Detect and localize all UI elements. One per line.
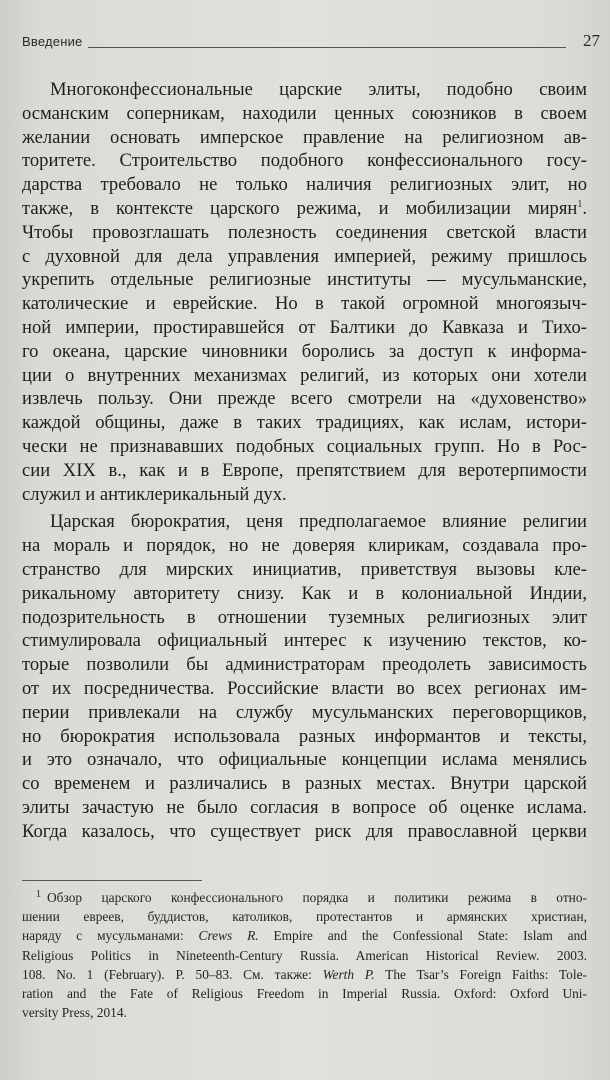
- footnote-text: Обзор царского конфессионального порядка и политики режима в отно-: [47, 890, 587, 905]
- footnote: [22, 888, 587, 1022]
- text-line: торитете. Строительство подобного конфессионального госу-: [22, 150, 587, 172]
- footnote-line: [22, 888, 587, 907]
- footnote-line: ration and the Fate of Religious Freedom in Imperial Russia. Oxford: Oxford Uni-: [22, 986, 587, 1002]
- text-line: сии XIX в., как и в Европе, препятствием для веротерпимости: [22, 459, 587, 481]
- citation-author: Werth P.: [322, 966, 375, 982]
- text-line: от их посредничества. Российские власти во всех регионах им-: [22, 677, 587, 699]
- text-line: странство для мирских инициатив, приветствуя вызовы кле-: [22, 558, 587, 580]
- text-line-segment: также, в контексте царского режима, и мобилизации мирян: [22, 197, 578, 219]
- running-title: Введение: [22, 34, 83, 49]
- text-line: Чтобы провозглашать полезность соединения светской власти: [22, 221, 587, 243]
- footnote-line: Religious Politics in Nineteenth-Century Russia. American Historical Review. 2003.: [22, 947, 587, 963]
- page-number: 27: [583, 31, 600, 50]
- footnote-line: шении евреев, буддистов, католиков, протестантов и армянских христиан,: [22, 909, 587, 925]
- text-line: ции о внутренних механизмах религий, из которых они хотели: [22, 364, 587, 386]
- text-line-with-note: также, в контексте царского режима, и мобилизации мирян$^1$.: [22, 197, 587, 219]
- text-line: на мораль и порядок, но не доверяя клирикам, создавала про-: [22, 535, 587, 557]
- text-line: и это означало, что официальные концепции ислама менялись: [22, 749, 587, 771]
- text-line: рикальному авторитету снизу. Как и в колониальной Индии,: [22, 582, 587, 604]
- text-line: ной империи, простиравшейся от Балтики до Кавказа и Тихо-: [22, 316, 587, 338]
- citation-author: Crews R.: [198, 928, 259, 944]
- footnote-text: Empire and the Confessional State: Islam and: [258, 928, 588, 944]
- text-line: го океана, царские чиновники боролись за доступ к информа-: [22, 340, 587, 362]
- footnote-text: 108. No. 1 (February). P. 50–83. См. также:: [22, 966, 323, 982]
- footnote-text: The Tsar’s Foreign Faiths: Tole-: [374, 966, 587, 982]
- text-line: католические и еврейские. Но в такой огромной многоязыч-: [22, 293, 587, 315]
- paragraph-1: [22, 78, 587, 506]
- footnote-text: наряду с мусульманами:: [22, 928, 199, 944]
- text-line: стимулировала официальный интерес к изучению текстов, ко-: [22, 630, 587, 652]
- text-line: Царская бюрократия, ценя предполагаемое влияние религии: [50, 511, 587, 533]
- text-line: Многоконфессиональные царские элиты, подобно своим: [50, 79, 587, 100]
- footnote-line: [22, 926, 587, 945]
- text-line: служил и антиклерикальный дух.: [22, 483, 287, 505]
- header-rule: [88, 47, 566, 48]
- main-text: [22, 78, 587, 844]
- running-header: [22, 31, 600, 56]
- text-line: торые позволили бы администраторам преодолеть зависимость: [22, 654, 587, 676]
- text-line: с духовной для дела управления империей, режиму пришлось: [22, 245, 587, 267]
- footnote-line: versity Press, 2014.: [22, 1005, 127, 1021]
- text-line: Когда казалось, что существует риск для православной церкви: [22, 820, 587, 842]
- text-line: чески не признававших подобных социальных групп. Но в Рос-: [22, 435, 587, 457]
- text-line: извлечь пользу. Они прежде всего смотрели на «духовенство»: [22, 388, 587, 410]
- text-line: каждой общины, даже в таких традициях, как ислам, истори-: [22, 412, 587, 434]
- text-line: укрепить отдельные религиозные институты — мусульманские,: [22, 269, 587, 291]
- footnote-reference[interactable]: 1: [577, 198, 583, 210]
- text-line: со временем и различались в разных местах. Внутри царской: [22, 773, 587, 795]
- text-line: элиты зачастую не было согласия в вопросе об оценке ислама.: [22, 796, 587, 818]
- text-line: желании основать имперское правление на религиозном ав-: [22, 126, 587, 148]
- footnote-separator: [22, 880, 202, 881]
- footnote-line: [22, 965, 587, 984]
- text-line: подозрительность в отношении туземных религиозных элит: [22, 606, 587, 628]
- text-line: перии привлекали на службу мусульманских переговорщиков,: [22, 701, 587, 723]
- text-line: османским соперникам, находили ценных союзников в своем: [22, 102, 587, 124]
- text-line: дарства требовало не только наличия религиозных элит, но: [22, 174, 587, 196]
- text-line: но бюрократия использовала разных информантов и тексты,: [22, 725, 587, 747]
- footnote-marker: 1: [36, 889, 41, 900]
- paragraph-2: [22, 510, 587, 843]
